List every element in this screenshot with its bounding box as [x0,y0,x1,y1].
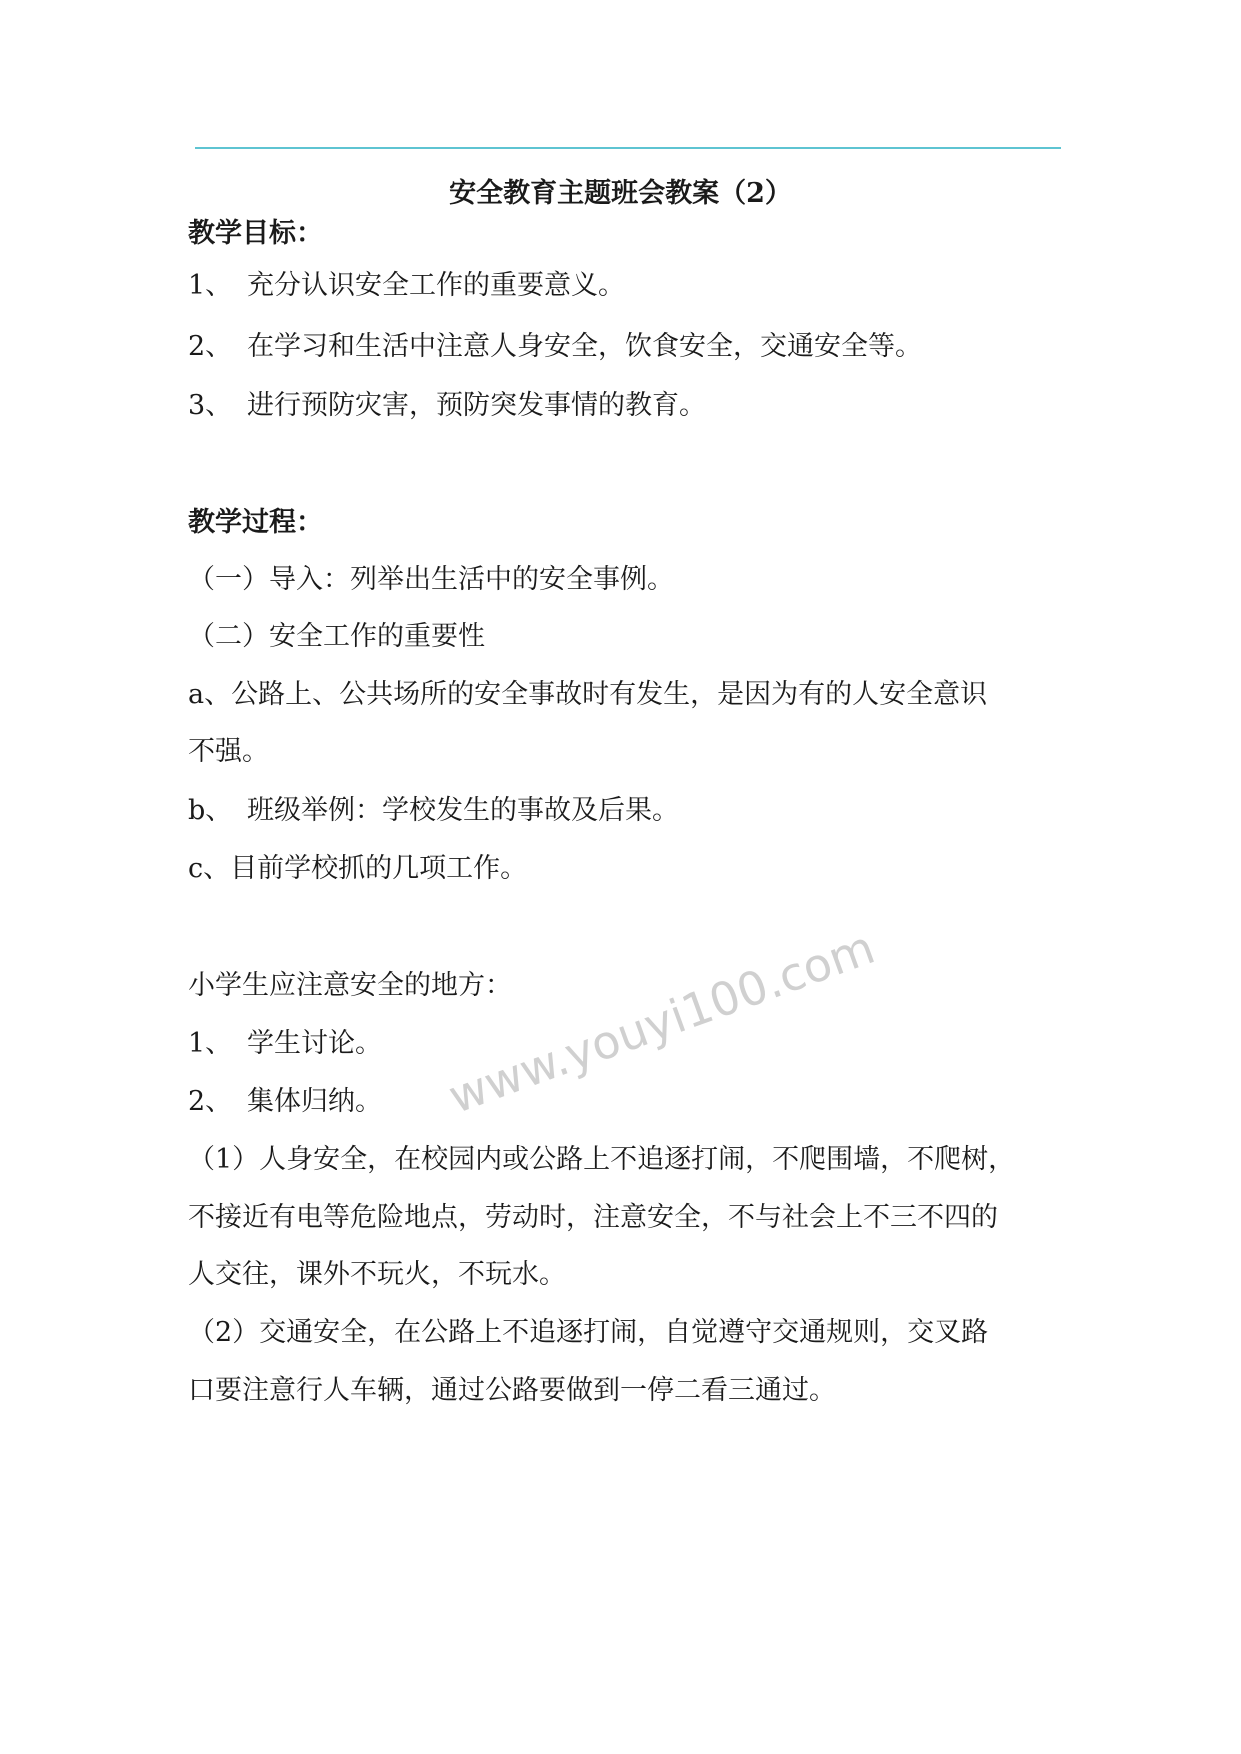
goal-item [188,386,1068,426]
places-item [188,1082,1068,1122]
goal-item [188,327,1068,367]
page-title: 安全教育主题班会教案（2） [449,178,792,209]
point-b-text: 班级举例：学校发生的事故及后果。 [247,795,679,826]
traffic-safety-para-cont: 口要注意行人车辆，通过公路要做到一停二看三通过。 [188,1375,836,1406]
goal-number: 2、 [188,331,233,362]
goal-number: 3、 [188,390,233,421]
process-heading: 教学过程： [188,507,323,538]
header-rule [195,147,1061,149]
personal-safety-para-cont: 人交往，课外不玩火，不玩水。 [188,1259,566,1290]
goal-number: 1、 [188,270,233,301]
traffic-safety-para: （2）交通安全，在公路上不追逐打闹，自觉遵守交通规则，交叉路 [188,1317,989,1348]
goals-heading: 教学目标： [188,218,323,249]
places-text: 学生讨论。 [247,1028,382,1059]
places-heading: 小学生应注意安全的地方： [188,970,512,1001]
places-number: 1、 [188,1028,233,1059]
point-b-label: b、 [188,795,233,826]
places-number: 2、 [188,1086,233,1117]
goal-text: 在学习和生活中注意人身安全，饮食安全，交通安全等。 [247,331,922,362]
process-importance: （二）安全工作的重要性 [188,621,485,652]
goal-text: 充分认识安全工作的重要意义。 [247,270,625,301]
personal-safety-para: （1）人身安全，在校园内或公路上不追逐打闹，不爬围墙，不爬树， [188,1144,1016,1175]
process-point-a: a、公路上、公共场所的安全事故时有发生，是因为有的人安全意识 [188,679,988,710]
places-text: 集体归纳。 [247,1086,382,1117]
watermark: www.youyi100.com [441,919,882,1124]
process-point-b [188,791,1068,831]
process-intro: （一）导入：列举出生活中的安全事例。 [188,564,674,595]
process-point-c: c、目前学校抓的几项工作。 [188,853,528,884]
personal-safety-para-cont: 不接近有电等危险地点，劳动时，注意安全，不与社会上不三不四的 [188,1202,998,1233]
goal-text: 进行预防灾害，预防突发事情的教育。 [247,390,706,421]
goal-item [188,266,1068,306]
process-point-a-cont: 不强。 [188,736,269,767]
